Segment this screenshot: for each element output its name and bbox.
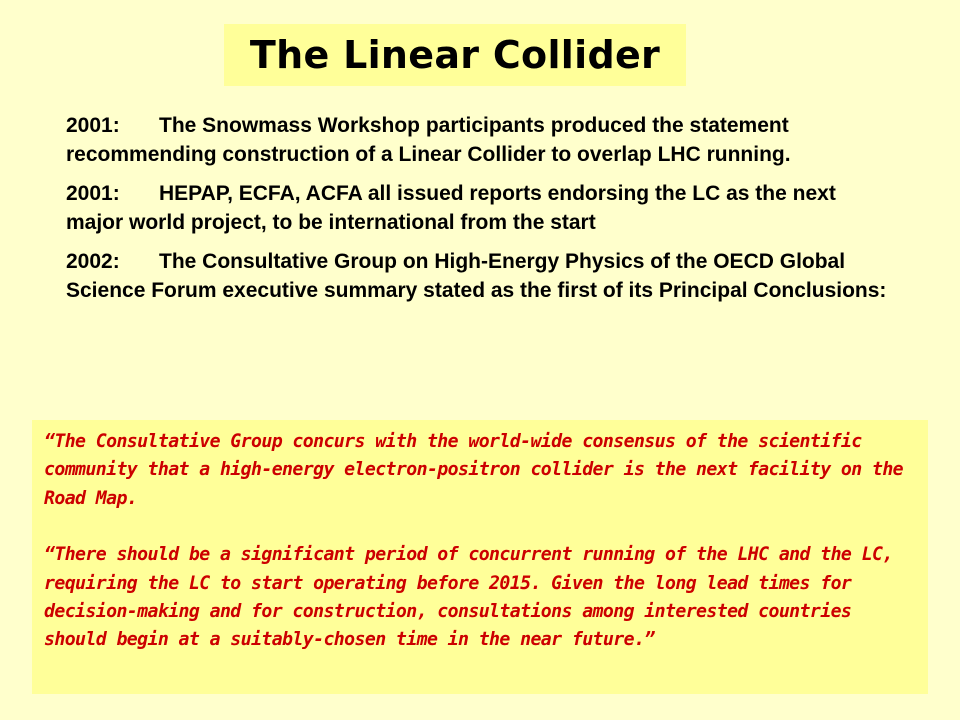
quote-spacer	[44, 513, 920, 541]
timeline-list	[66, 111, 896, 315]
quote-box	[32, 420, 928, 694]
timeline-text: The Consultative Group on High-Energy Physics of the OECD Global Science Forum executive summary stated as the first of its Principal Conclusions:	[66, 250, 887, 302]
quote-paragraph-1: “The Consultative Group concurs with the world-wide consensus of the scientific community that a high-energy electron-positron collider is the next facility on the Road Map.	[44, 431, 904, 509]
title-box	[224, 24, 686, 86]
timeline-item	[66, 247, 896, 305]
quote-paragraph-2: “There should be a significant period of concurrent running of the LHC and the LC, requiring the LC to start operating before 2015. Given the long lead times for decision-making and for construction, consultations among interested countries should begin at a suitably-chosen time in the near future.”	[44, 544, 893, 651]
timeline-year: 2001:	[66, 182, 120, 205]
timeline-item	[66, 111, 896, 169]
timeline-year: 2001:	[66, 114, 120, 137]
timeline-year: 2002:	[66, 250, 120, 273]
timeline-text: HEPAP, ECFA, ACFA all issued reports endorsing the LC as the next major world project, to be international from the start	[66, 182, 836, 234]
slide-title: The Linear Collider	[249, 33, 661, 77]
timeline-text: The Snowmass Workshop participants produced the statement recommending construction of a Linear Collider to overlap LHC running.	[66, 114, 791, 166]
timeline-item	[66, 179, 896, 237]
quote-text	[44, 428, 920, 655]
